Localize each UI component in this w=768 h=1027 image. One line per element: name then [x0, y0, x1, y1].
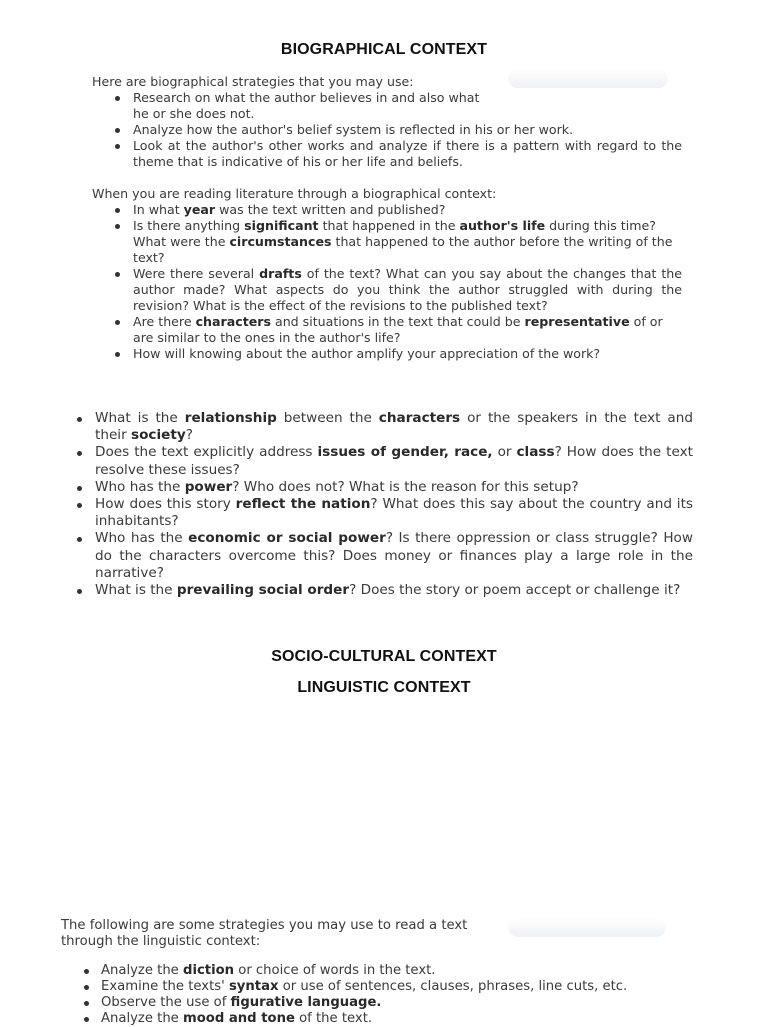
text-run: ? Does the story or poem accept or challenge it?: [349, 582, 681, 599]
linguistic-strategies-list: [61, 963, 661, 1027]
list-item: [61, 963, 661, 979]
emphasis-text: drafts: [259, 266, 302, 281]
socio-cultural-context-heading: SOCIO-CULTURAL CONTEXT: [271, 648, 497, 665]
list-item: [75, 479, 693, 496]
emphasis-text: prevailing social order: [176, 582, 350, 599]
linguistic-strategies-section: [61, 918, 661, 1027]
linguistic-strategies-intro: [61, 918, 661, 950]
list-item: [75, 530, 693, 582]
text-run: Are there: [133, 314, 196, 329]
emphasis-text: circumstances: [229, 234, 332, 249]
biographical-strategies-section: [92, 74, 682, 170]
list-item: [75, 496, 693, 530]
text-run: or use of sentences, clauses, phrases, line cuts, etc.: [278, 979, 628, 994]
list-item: [92, 122, 682, 138]
text-run: and situations in the text that could be: [270, 314, 525, 329]
emphasis-text: reflect the nation: [235, 496, 371, 513]
biographical-questions-section: [92, 186, 682, 362]
emphasis-text: power: [184, 478, 233, 495]
biographical-strategies-intro: Here are biographical strategies that you may use:: [92, 74, 414, 89]
text-run: In what: [133, 202, 184, 217]
biographical-questions-intro: When you are reading literature through a biographical context:: [92, 186, 497, 201]
text-run: Who has the: [95, 530, 189, 547]
text-run: Analyze the: [101, 1011, 183, 1026]
emphasis-text: representative: [524, 314, 630, 329]
emphasis-text: characters: [378, 410, 461, 426]
linguistic-context-heading: LINGUISTIC CONTEXT: [297, 679, 471, 696]
text-run: between the: [276, 410, 379, 426]
biographical-questions-list: [92, 202, 682, 362]
text-run: of or are similar to the ones in the author's life?: [133, 314, 663, 345]
text-run: Observe the use of: [101, 995, 231, 1010]
list-item: [75, 410, 693, 444]
text-run: ? Is there oppression or class struggle? How do the characters overcome this? Does money or finances play a large role in the narrative?: [95, 530, 693, 581]
list-item-text: Research on what the author believes in and also what: [133, 90, 480, 105]
text-run: ? What does this say about the country and its inhabitants?: [95, 496, 693, 530]
list-item: [75, 582, 693, 599]
text-run: Examine the texts': [101, 979, 229, 994]
text-run: Analyze the: [101, 963, 183, 978]
text-run: was the text written and published?: [215, 202, 446, 217]
text-run: The following are some strategies you may use to read a text: [61, 918, 468, 933]
text-run: How will knowing about the author amplify your appreciation of the work?: [133, 346, 601, 361]
text-run: ? Who does not? What is the reason for this setup?: [232, 478, 579, 495]
list-item: [92, 266, 682, 314]
text-run: How does this story: [95, 496, 236, 513]
emphasis-text: diction: [183, 963, 235, 978]
biographical-context-heading: BIOGRAPHICAL CONTEXT: [280, 41, 488, 58]
socio-cultural-questions-section: [75, 410, 693, 599]
emphasis-text: mood and tone: [183, 1011, 295, 1026]
emphasis-text: issues of gender, race,: [317, 444, 493, 461]
socio-cultural-questions-list: [75, 410, 693, 599]
text-run: through the linguistic context:: [61, 934, 261, 949]
emphasis-text: year: [183, 202, 216, 217]
list-item-text: Analyze how the author's belief system is reflected in his or her work.: [133, 122, 574, 137]
text-run: that happened in the: [318, 218, 460, 233]
emphasis-text: significant: [244, 218, 319, 233]
list-item-text: Look at the author's other works and analyze if there is a pattern with regard to the theme that is indicative of his or her life and beliefs.: [133, 138, 682, 169]
list-item: [61, 995, 661, 1011]
list-item-text: he or she does not.: [133, 106, 255, 121]
text-run: during this time? What were the: [133, 218, 656, 249]
emphasis-text: author's life: [459, 218, 546, 233]
text-run: or: [492, 444, 517, 461]
text-run: What is the: [95, 410, 185, 426]
list-item: [92, 314, 682, 346]
emphasis-text: class: [516, 444, 555, 461]
text-run: What is the: [95, 582, 177, 599]
emphasis-text: characters: [195, 314, 271, 329]
list-item: [75, 444, 693, 478]
emphasis-text: syntax: [228, 979, 279, 994]
list-item: [92, 218, 682, 266]
emphasis-text: society: [131, 427, 186, 444]
biographical-strategies-list: [92, 90, 682, 170]
text-run: of the text? What can you say about the changes that the author made? What aspects do you think the author struggled with during the revision? What is the effect of the revisions to the published text?: [133, 266, 683, 313]
text-run: ? How does the text resolve these issues?: [95, 444, 693, 478]
emphasis-text: economic or social power: [188, 530, 386, 547]
text-run: of the text.: [294, 1011, 373, 1026]
list-item: [61, 979, 661, 995]
emphasis-text: figurative language.: [230, 995, 382, 1010]
text-run: Does the text explicitly address: [95, 444, 318, 461]
text-run: Who has the: [95, 478, 185, 495]
list-item: [92, 90, 682, 122]
text-run: that happened to the author before the writing of the text?: [133, 234, 673, 265]
list-item: [92, 138, 682, 170]
list-item: [61, 1011, 661, 1027]
list-item: [92, 346, 682, 362]
text-run: or the speakers in the text and their: [95, 410, 693, 444]
emphasis-text: relationship: [184, 410, 277, 426]
text-run: or choice of words in the text.: [234, 963, 436, 978]
text-run: Is there anything: [133, 218, 245, 233]
text-run: ?: [185, 427, 193, 444]
text-run: Were there several: [133, 266, 260, 281]
list-item: [92, 202, 682, 218]
